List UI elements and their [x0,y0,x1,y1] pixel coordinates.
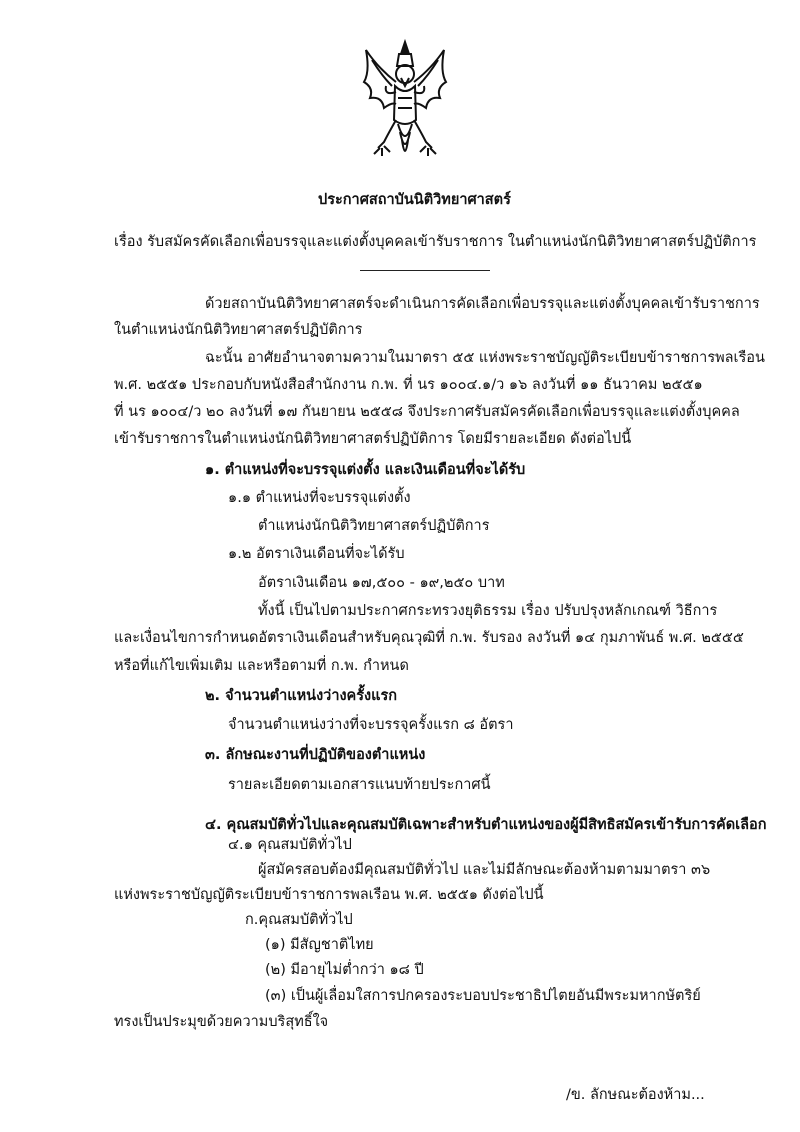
section-2-text: จำนวนตำแหน่งว่างที่จะบรรจุครั้งแรก ๘ อัตรา [228,717,514,733]
title-divider [360,270,490,271]
section-1-1-text: ตำแหน่งนักนิติวิทยาศาสตร์ปฏิบัติการ [258,518,490,534]
section-1-note-line-2: และเงื่อนไขการกำหนดอัตราเงินเดือนสำหรับคุณวุฒิที่ ก.พ. รับรอง ลงวันที่ ๑๔ กุมภาพันธ์ พ.ศ. ๒๕๕๕ [114,630,744,646]
intro-paragraph-2-line-3: ที่ นร ๑๐๐๔/ว ๒๐ ลงวันที่ ๑๗ กันยายน ๒๕๕๘ จึงประกาศรับสมัครคัดเลือกเพื่อบรรจุและแต่งตั้งบุคคล [114,404,740,420]
section-1-note-line-1: ทั้งนี้ เป็นไปตามประกาศกระทรวงยุติธรรม เรื่อง ปรับปรุงหลักเกณฑ์ วิธีการ [258,603,718,619]
section-1-2-heading: ๑.๒ อัตราเงินเดือนที่จะได้รับ [228,546,405,562]
qualification-item-3-line-2: ทรงเป็นประมุขด้วยความบริสุทธิ์ใจ [114,1014,329,1030]
general-qualifications-heading: ก.คุณสมบัติทั่วไป [245,912,353,928]
intro-paragraph-1-line-2: ในตำแหน่งนักนิติวิทยาศาสตร์ปฏิบัติการ [114,322,363,338]
announcement-subject: เรื่อง รับสมัครคัดเลือกเพื่อบรรจุและแต่งตั้งบุคคลเข้ารับราชการ ในตำแหน่งนักนิติวิทยาศาสตร์ปฏิบัติการ [114,234,757,250]
section-1-note-line-3: หรือที่แก้ไขเพิ่มเติม และหรือตามที่ ก.พ. กำหนด [114,658,409,674]
announcement-title: ประกาศสถาบันนิติวิทยาศาสตร์ [318,192,511,208]
garuda-emblem-icon [360,38,450,178]
intro-paragraph-1-line-1: ด้วยสถาบันนิติวิทยาศาสตร์จะดำเนินการคัดเลือกเพื่อบรรจุและแต่งตั้งบุคคลเข้ารับราชการ [205,296,760,312]
section-1-2-text: อัตราเงินเดือน ๑๗,๕๐๐ - ๑๙,๒๕๐ บาท [258,575,505,591]
section-4-1-heading: ๔.๑ คุณสมบัติทั่วไป [228,837,352,853]
section-4-heading: ๔. คุณสมบัติทั่วไปและคุณสมบัติเฉพาะสำหรับตำแหน่งของผู้มีสิทธิสมัครเข้ารับการคัดเลือก [205,817,767,833]
qualification-item-3-line-1: (๓) เป็นผู้เลื่อมใสการปกครองระบอบประชาธิปไตยอันมีพระมหากษัตริย์ [265,988,701,1004]
section-1-heading: ๑. ตำแหน่งที่จะบรรจุแต่งตั้ง และเงินเดือนที่จะได้รับ [205,462,526,478]
section-4-1-line-1: ผู้สมัครสอบต้องมีคุณสมบัติทั่วไป และไม่มีลักษณะต้องห้ามตามมาตรา ๓๖ [258,862,711,878]
intro-paragraph-2-line-4: เข้ารับราชการในตำแหน่งนักนิติวิทยาศาสตร์ปฏิบัติการ โดยมีรายละเอียด ดังต่อไปนี้ [114,431,632,447]
qualification-item-1: (๑) มีสัญชาติไทย [265,937,374,953]
intro-paragraph-2-line-1: ฉะนั้น อาศัยอำนาจตามความในมาตรา ๕๕ แห่งพระราชบัญญัติระเบียบข้าราชการพลเรือน [205,350,765,366]
intro-paragraph-2-line-2: พ.ศ. ๒๕๕๑ ประกอบกับหนังสือสำนักงาน ก.พ. ที่ นร ๑๐๐๔.๑/ว ๑๖ ลงวันที่ ๑๑ ธันวาคม ๒๕๕๑ [114,377,703,393]
section-1-1-heading: ๑.๑ ตำแหน่งที่จะบรรจุแต่งตั้ง [228,490,411,506]
section-2-heading: ๒. จำนวนตำแหน่งว่างครั้งแรก [205,688,398,704]
page-continuation-note: /ข. ลักษณะต้องห้าม... [566,1087,705,1103]
section-3-text: รายละเอียดตามเอกสารแนบท้ายประกาศนี้ [228,777,491,793]
qualification-item-2: (๒) มีอายุไม่ต่ำกว่า ๑๘ ปี [265,962,424,978]
section-4-1-line-2: แห่งพระราชบัญญัติระเบียบข้าราชการพลเรือน พ.ศ. ๒๕๕๑ ดังต่อไปนี้ [114,887,544,903]
section-3-heading: ๓. ลักษณะงานที่ปฏิบัติของตำแหน่ง [205,747,426,763]
